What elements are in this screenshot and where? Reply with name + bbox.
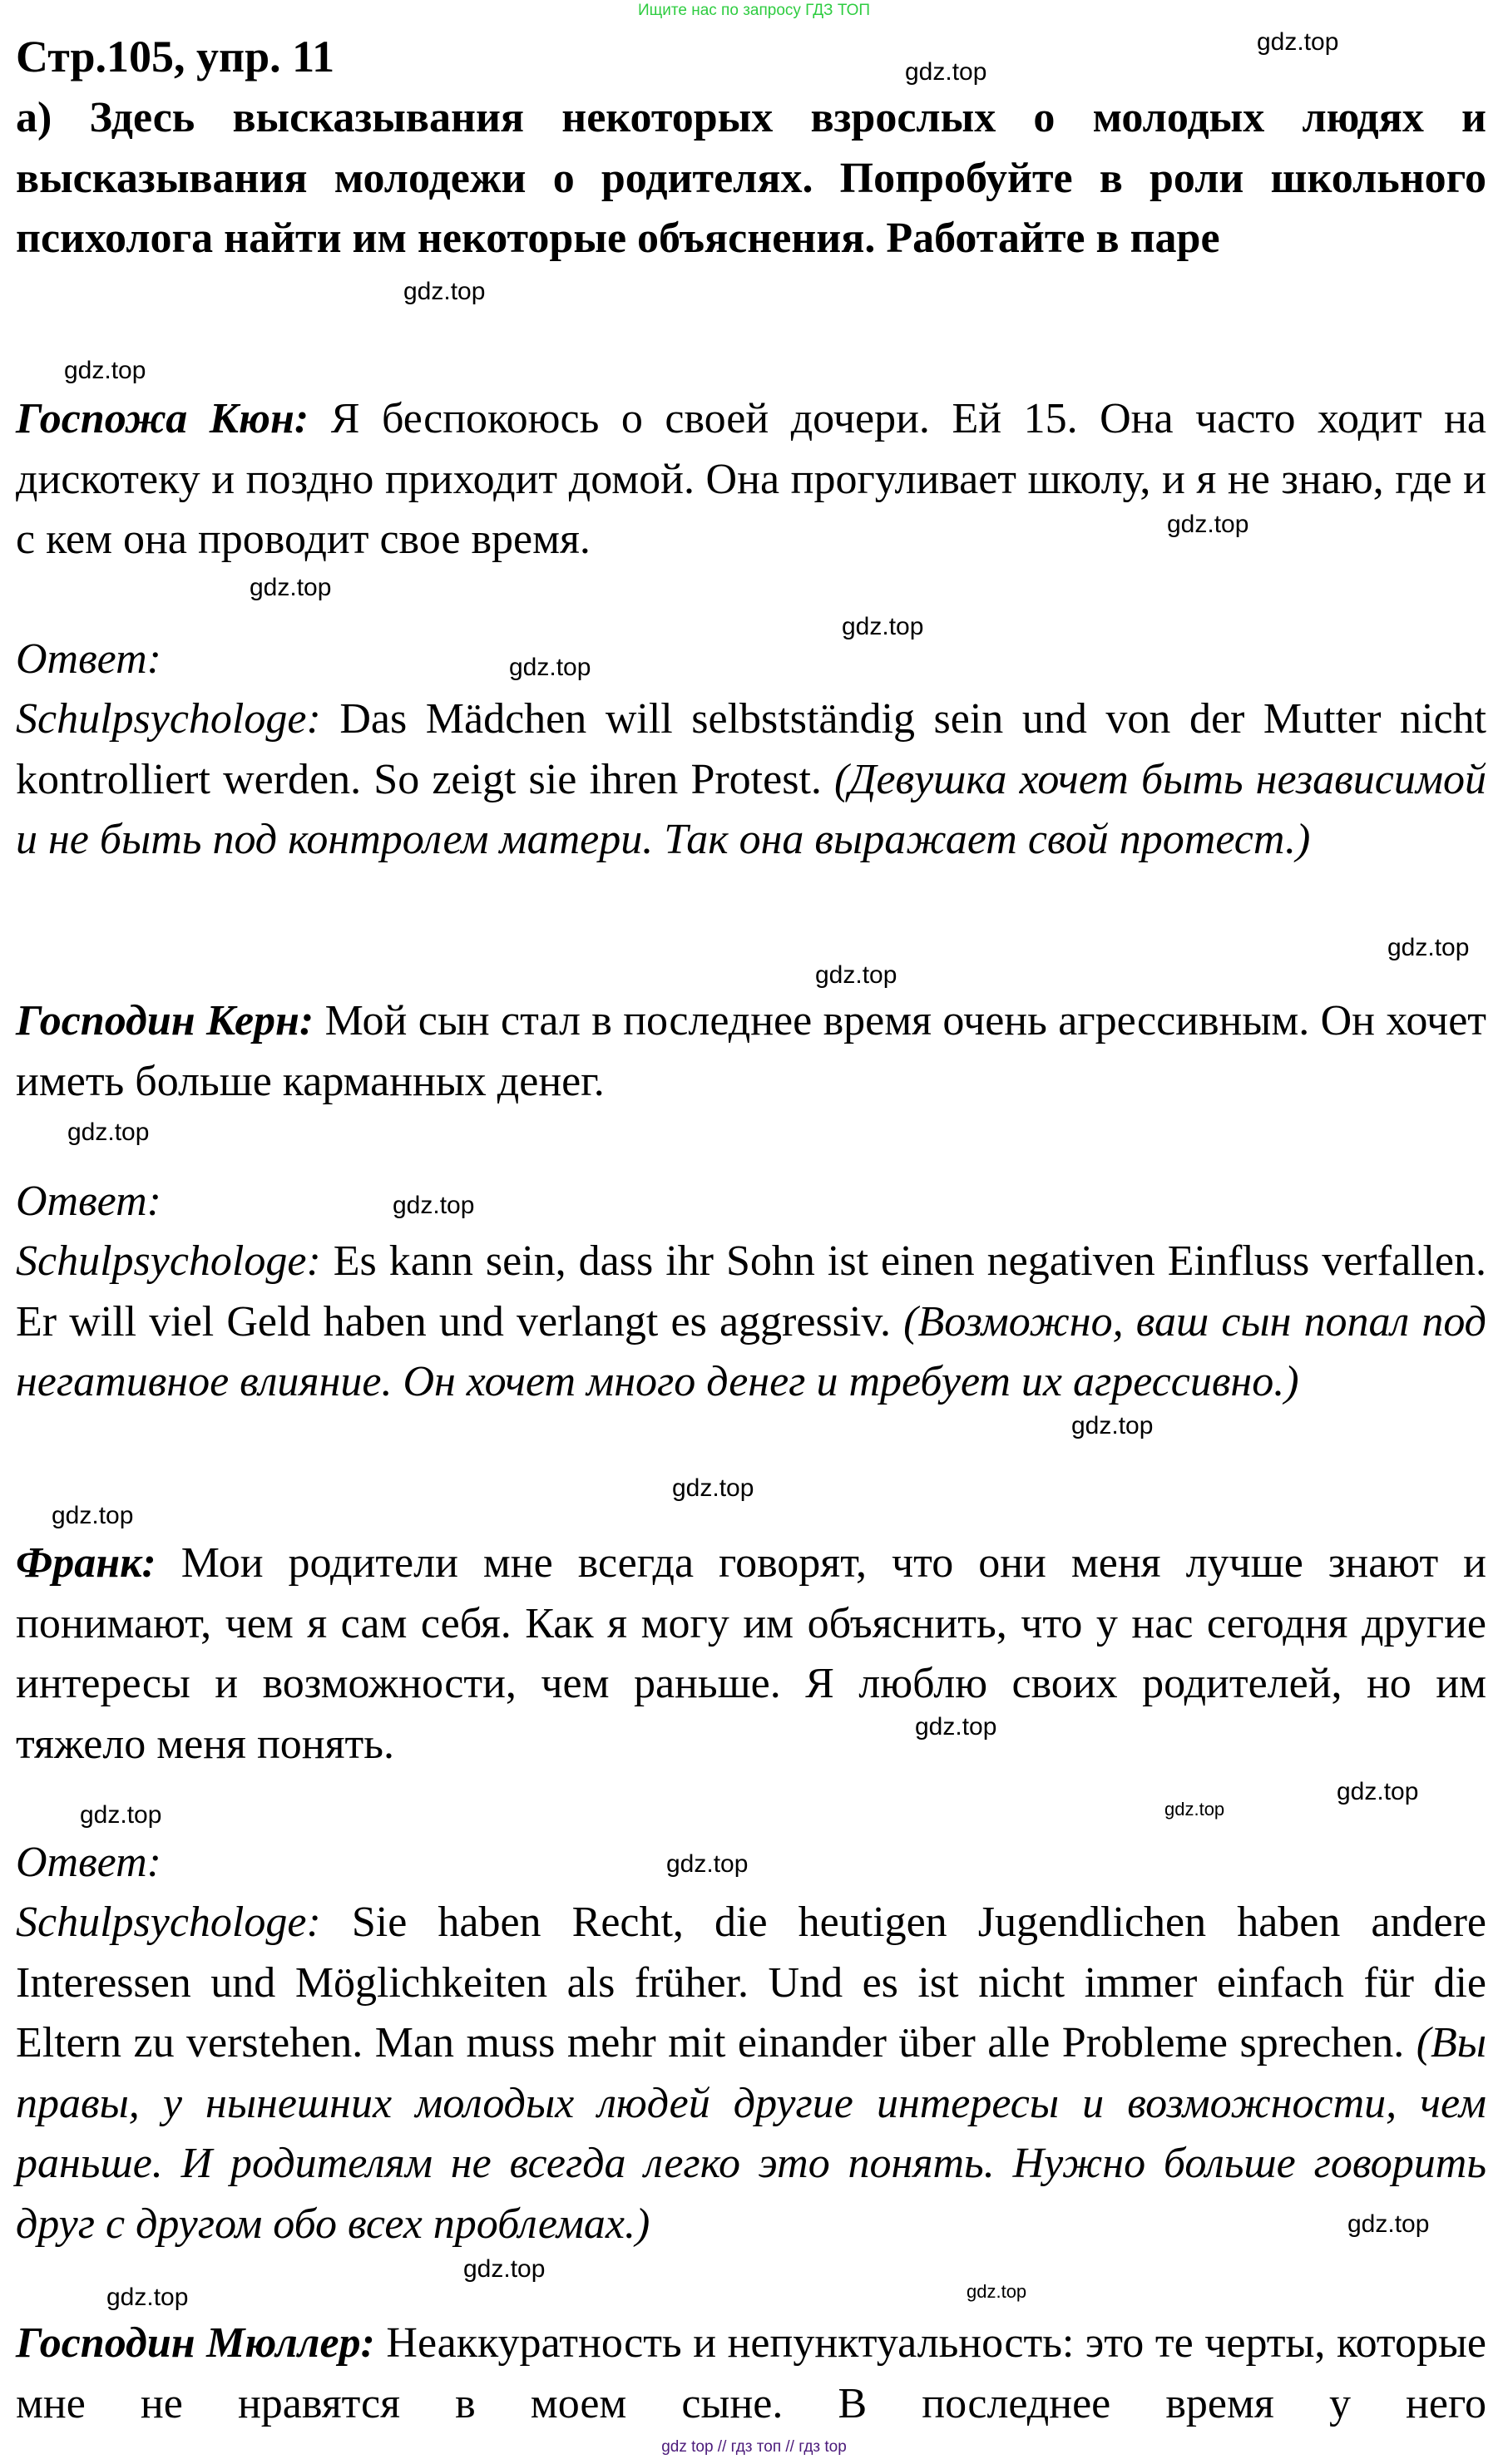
- watermark: gdz.top: [64, 357, 146, 384]
- watermark: gdz.top: [1071, 1412, 1154, 1439]
- statement-kern: [16, 991, 1486, 1112]
- statement-text: Мои родители мне всегда говорят, что они меня лучше знают и понимают, чем я сам себя. Как я могу им объяснить, что у нас сегодня другие интересы и возможности, чем раньше. Я люблю своих родителей, но им тяжело меня понять.: [16, 1539, 1486, 1768]
- watermark: gdz.top: [509, 654, 591, 681]
- watermark: gdz.top: [67, 1118, 150, 1146]
- answer-ru: (Возможно, ваш сын попал под негативное влияние. Он хочет много денег и требует их агрессивно.): [16, 1297, 1486, 1405]
- statement-kuehn: [16, 389, 1486, 570]
- watermark: gdz.top: [915, 1713, 997, 1741]
- watermark: gdz.top: [1347, 2210, 1430, 2238]
- statement-text: Мой сын стал в последнее время очень агрессивным. Он хочет иметь больше карманных денег.: [16, 997, 1486, 1105]
- watermark: gdz.top: [666, 1850, 749, 1878]
- task-text: а) Здесь высказывания некоторых взрослых о молодых людях и высказывания молодежи о родителях. Попробуйте в роли школьного психолога найти им некоторые объяснения. Работайте в паре: [16, 94, 1486, 262]
- page-title: Стр.105, упр. 11: [16, 32, 335, 81]
- watermark: gdz.top: [1257, 28, 1339, 56]
- answer-label: Ответ:: [16, 1178, 161, 1225]
- watermark: gdz.top: [1337, 1778, 1419, 1805]
- answer-kuehn: [16, 689, 1486, 871]
- answer-ru: (Девушка хочет быть независимой и не быть под контролем матери. Так она выражает свой протест.): [16, 755, 1486, 863]
- watermark: gdz.top: [1387, 934, 1470, 961]
- watermark: gdz.top: [463, 2255, 546, 2283]
- watermark: gdz.top: [905, 58, 987, 86]
- speaker: Франк:: [16, 1539, 156, 1587]
- watermark: gdz.top: [106, 2284, 189, 2311]
- statement-mueller: [16, 2313, 1486, 2434]
- watermark: gdz.top: [1167, 511, 1249, 538]
- psych-label: Schulpsychologe:: [16, 1237, 321, 1285]
- psych-label: Schulpsychologe:: [16, 695, 321, 743]
- watermark: gdz.top: [815, 961, 897, 989]
- watermark: gdz.top: [1164, 1799, 1225, 1820]
- speaker: Господин Керн:: [16, 997, 314, 1044]
- answer-de: Sie haben Recht, die heutigen Jugendlichen haben andere Interessen und Möglichkeiten als früher. Und es ist nicht immer einfach für die Eltern zu verstehen. Man muss mehr mit einander über alle Probleme sprechen.: [16, 1899, 1486, 2067]
- watermark: gdz.top: [52, 1502, 134, 1529]
- answer-label: Ответ:: [16, 635, 161, 683]
- watermark: gdz.top: [842, 613, 924, 640]
- watermark: gdz.top: [967, 2281, 1027, 2302]
- search-banner: Ищите нас по запросу ГДЗ ТОП: [637, 2, 871, 19]
- answer-kern: [16, 1232, 1486, 1413]
- speaker: Госпожа Кюн:: [16, 395, 309, 442]
- speaker: Господин Мюллер:: [16, 2319, 375, 2367]
- answer-de: Es kann sein, dass ihr Sohn ist einen negativen Einfluss verfallen. Er will viel Geld haben und verlangt es aggressiv.: [16, 1237, 1486, 1346]
- watermark: gdz.top: [80, 1801, 162, 1829]
- watermark: gdz.top: [403, 278, 486, 305]
- footer-links: gdz top // гдз топ // гдз top: [661, 2438, 847, 2456]
- statement-text: Неаккуратность и непунктуальность: это те черты, которые мне не нравятся в моем сыне. В последнее время у него: [16, 2319, 1486, 2427]
- answer-de: Das Mädchen will selbstständig sein und von der Mutter nicht kontrolliert werden. So zeigt sie ihren Protest.: [16, 695, 1486, 803]
- watermark: gdz.top: [672, 1474, 754, 1502]
- answer-ru: (Вы правы, у нынешних молодых людей другие интересы и возможности, чем раньше. И родителям не всегда легко это понять. Нужно больше говорить друг с другом обо всех проблемах.): [16, 2019, 1486, 2248]
- watermark: gdz.top: [393, 1192, 475, 1219]
- statement-text: Я беспокоюсь о своей дочери. Ей 15. Она часто ходит на дискотеку и поздно приходит домой. Она прогуливает школу, и я не знаю, где и с кем она проводит свое время.: [16, 395, 1486, 563]
- watermark: gdz.top: [250, 574, 332, 601]
- psych-label: Schulpsychologe:: [16, 1899, 321, 1946]
- answer-label: Ответ:: [16, 1839, 161, 1886]
- answer-frank: [16, 1893, 1486, 2254]
- statement-frank: [16, 1533, 1486, 1775]
